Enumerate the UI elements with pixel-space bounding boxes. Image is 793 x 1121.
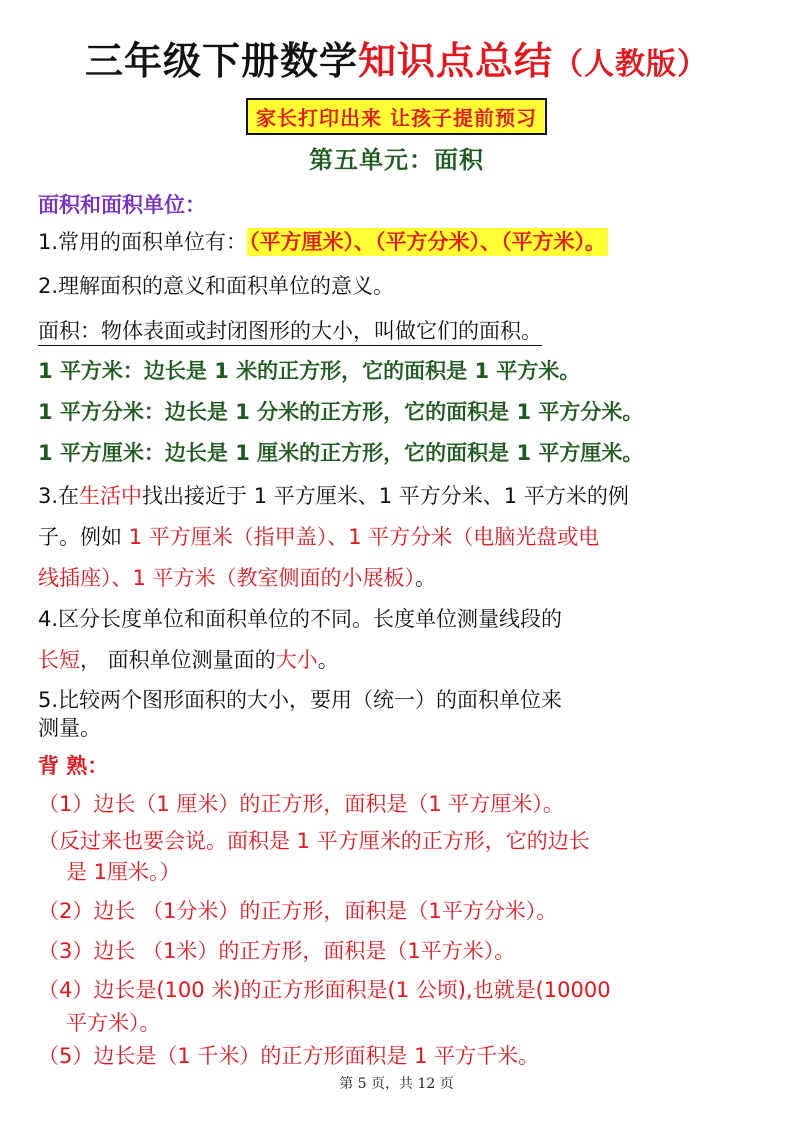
item-3-line-1 [38,480,629,510]
item-4-line-1: 4.区分长度单位和面积单位的不同。长度单位测量线段的 [38,607,563,631]
definition-area-text: 面积：物体表面或封闭图形的大小，叫做它们的面积。 [38,319,542,346]
section-heading: 面积和面积单位： [38,193,206,217]
definition-square-decimeter: 1 平方分米：边长是 1 分米的正方形，它的面积是 1 平方分米。 [38,400,644,424]
memorize-item-1: （1）边长（1 厘米）的正方形，面积是（1 平方厘米）。 [38,792,564,816]
item-3-examples: 1 平方厘米（指甲盖）、1 平方分米（电脑光盘或电 [128,525,600,549]
memorize-note-line-1: （反过来也要会说。面积是 1 平方厘米的正方形，它的边长 [38,829,590,853]
item-3-text: 3.在 [38,484,80,508]
memorize-item-5: （5）边长是（1 千米）的正方形面积是 1 平方千米。 [38,1044,540,1068]
item-3-example-label: 子。例如 [38,525,129,549]
item-3-text-cont: 找出接近于 1 平方厘米、1 平方分米、1 平方米的例 [142,484,629,508]
definition-square-meter: 1 平方米：边长是 1 米的正方形，它的面积是 1 平方米。 [38,359,581,383]
banner: 家长打印出来 让孩子提前预习 [246,98,547,135]
item-3-line-2 [38,521,599,551]
item-4-line-2 [38,644,339,674]
memorize-item-4-line-1: （4）边长是(100 米)的正方形面积是(1 公顷),也就是(10000 [38,978,611,1002]
memorize-item-3: （3）边长 （1米）的正方形，面积是（1平方米）。 [38,939,516,963]
memorize-heading: 背 熟： [38,754,109,778]
item-4-text: ， 面积单位测量面的 [80,648,276,672]
item-1-answer: （平方厘米）、（平方分米）、（平方米）。 [249,230,607,254]
unit-title: 第五单元：面积 [309,146,484,174]
item-3-examples-cont: 线插座）、1 平方米（教室侧面的小展板） [38,566,416,590]
memorize-note-line-2: 是 1厘米。） [66,860,181,884]
title-red-part: 知识点总结 [358,39,554,83]
item-4-size: 大小 [275,648,318,672]
item-2: 2.理解面积的意义和面积单位的意义。 [38,274,395,298]
item-3-line-3 [38,562,436,592]
memorize-item-2: （2）边长 （1分米）的正方形，面积是（1平方分米）。 [38,899,558,923]
item-5-line-2: 测量。 [38,716,101,740]
item-5-line-1: 5.比较两个图形面积的大小，要用（统一）的面积单位来 [38,688,563,712]
page-number: 第 5 页，共 12 页 [339,1076,454,1092]
banner-wrap [0,98,793,135]
definition-square-centimeter: 1 平方厘米：边长是 1 厘米的正方形，它的面积是 1 平方厘米。 [38,441,644,465]
definition-area [38,315,542,345]
title-edition: （人教版） [553,47,709,82]
item-4-period: 。 [317,648,339,672]
item-3-highlight: 生活中 [79,484,143,508]
item-4-length: 长短 [38,648,80,672]
item-1 [38,226,608,256]
item-3-period: 。 [415,566,437,590]
page-title [0,30,793,85]
memorize-item-4-line-2: 平方米）。 [66,1011,161,1035]
item-1-prefix: 1.常用的面积单位有： [38,230,248,254]
title-black-part: 三年级下册数学 [84,39,358,83]
